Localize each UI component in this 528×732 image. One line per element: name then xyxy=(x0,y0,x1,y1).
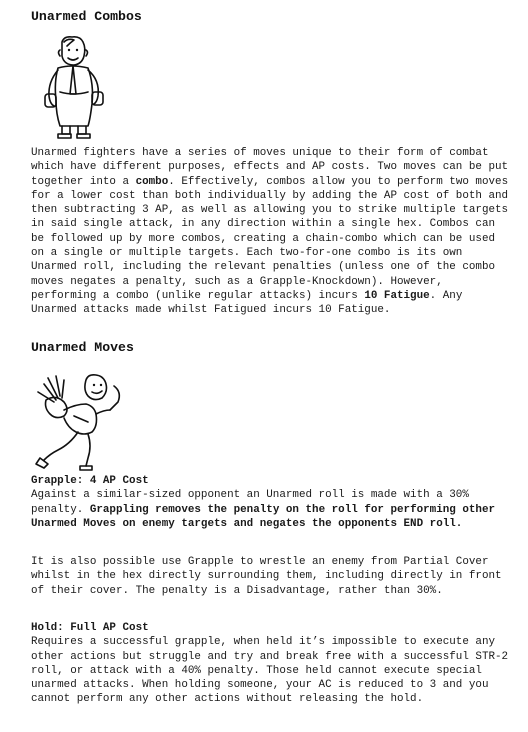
section-heading-unarmed-combos: Unarmed Combos xyxy=(31,9,142,24)
combos-text-1: Unarmed fighters have a series of moves unique to their form of combat which have different purposes, effects and AP costs. Two moves can be put together into a xyxy=(31,147,509,188)
hold-title: Hold: Full AP Cost xyxy=(31,622,149,634)
grapple-cover-paragraph: It is also possible use Grapple to wrestle an enemy from Partial Cover whilst in the hex directly surrounding them, including directly in front of their cover. The penalty is a Disadvantage, rather than 30%. xyxy=(31,556,502,597)
grapple-paragraph xyxy=(31,474,511,531)
grapple-text: Against a similar-sized opponent an Unarmed roll is made with a 30% penalty. xyxy=(31,489,469,516)
combos-text-2: . Effectively, combos allow you to perform two moves for a lower cost than both individually by adding the AP cost of both and then subtracting 3 AP, as well as allowing you to strike multiple targets in said single attack, in any direction within a single hex. Combos can be followed up by more combos, creating a chain-combo which can be used on a single or multiple targets. Each two-for-one combo is its own Unarmed roll, including the relevant penalties (unless one of the combo moves negates a penalty, such as a Grapple-Knockdown). However, performing a combo (unlike regular attacks) incurs xyxy=(31,175,509,302)
combos-term-combo: combo xyxy=(135,175,169,188)
hold-paragraph xyxy=(31,621,511,707)
combos-text-3: . Any Unarmed attacks made whilst Fatigued incurs 10 Fatigue. xyxy=(31,289,463,317)
section-heading-unarmed-moves: Unarmed Moves xyxy=(31,340,134,355)
combos-paragraph xyxy=(31,146,511,318)
hold-text: Requires a successful grapple, when held it’s impossible to execute any other actions but struggle and try and break free with a successful STR-2 roll, or attack with a 40% penalty. Those held cannot execute special unarmed attacks. When holding someone, your AC is reduced to 3 and you cannot perform any other actions without releasing the hold. xyxy=(31,636,509,706)
vault-boy-robe-icon xyxy=(40,34,108,140)
grapple-bold-text: Grappling removes the penalty on the roll for performing other Unarmed Moves on enemy targets and negates the opponents END roll. xyxy=(31,503,496,530)
combos-term-fatigue: 10 Fatigue xyxy=(364,289,430,302)
vault-boy-martial-arts-icon xyxy=(30,370,130,472)
grapple-title: Grapple: 4 AP Cost xyxy=(31,475,149,487)
